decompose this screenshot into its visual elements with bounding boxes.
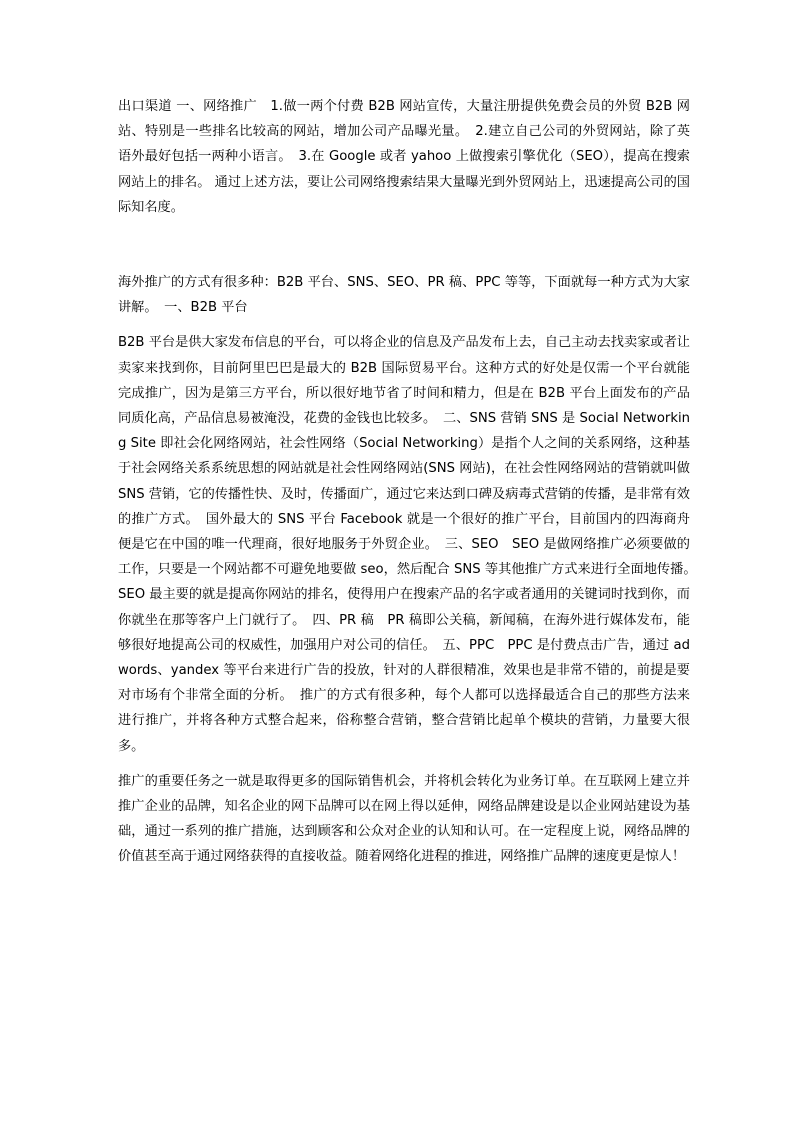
paragraph-export-channels: 出口渠道 一、网络推广 1.做一两个付费 B2B 网站宣传，大量注册提供免费会员的外贸 B2B 网站、特别是一些排名比较高的网站，增加公司产品曝光量。 2.建立自己公司的外贸网站，除了英语外最好包括一两种小语言。 3.在 Google 或者 yahoo 上做搜索引擎优化（SEO），提高在搜索网站上的排名。 通过上述方法，要让公司网络搜索结果大量曝光到外贸网站上，迅速提高公司的国际知名度。: [118, 99, 690, 215]
document-page: [118, 94, 704, 870]
paragraph-overseas-promotion-intro: 海外推广的方式有很多种：B2B 平台、SNS、SEO、PR 稿、PPC 等等，下面就每一种方式为大家讲解。 一、B2B 平台: [118, 275, 690, 316]
paragraph-brand-promotion: 推广的重要任务之一就是取得更多的国际销售机会，并将机会转化为业务订单。在互联网上建立并推广企业的品牌，知名企业的网下品牌可以在网上得以延伸，网络品牌建设是以企业网站建设为基础，通过一系列的推广措施，达到顾客和公众对企业的认知和认可。在一定程度上说，网络品牌的价值甚至高于通过网络获得的直接收益。随着网络化进程的推进，网络推广品牌的速度更是惊人！: [118, 773, 690, 865]
paragraph-promotion-methods: B2B 平台是供大家发布信息的平台，可以将企业的信息及产品发布上去，自己主动去找卖家或者让卖家来找到你，目前阿里巴巴是最大的 B2B 国际贸易平台。这种方式的好处是仅需一个平台就能完成推广，因为是第三方平台，所以很好地节省了时间和精力，但是在 B2B 平台上面发布的产品同质化高，产品信息易被淹没，花费的金钱也比较多。 二、SNS 营销 SNS 是 Social Networking Site 即社会化网络网站，社会性网络（Social Networking）是指个人之间的关系网络，这种基于社会网络关系系统思想的网站就是社会性网络网站(SNS 网站)，在社会性网络网站的营销就叫做 SNS 营销，它的传播性快、及时，传播面广，通过它来达到口碑及病毒式营销的传播，是非常有效的推广方式。 国外最大的 SNS 平台 Facebook 就是一个很好的推广平台，目前国内的四海商舟便是它在中国的唯一代理商，很好地服务于外贸企业。 三、SEO SEO 是做网络推广必须要做的工作，只要是一个网站都不可避免地要做 seo，然后配合 SNS 等其他推广方式来进行全面地传播。 SEO 最主要的就是提高你网站的排名，使得用户在搜索产品的名字或者通用的关键词时找到你，而你就坐在那等客户上门就行了。 四、PR 稿 PR 稿即公关稿，新闻稿，在海外进行媒体发布，能够很好地提高公司的权威性，加强用户对公司的信任。 五、PPC PPC 是付费点击广告，通过 adwords、yandex 等平台来进行广告的投放，针对的人群很精准，效果也是非常不错的，前提是要对市场有个非常全面的分析。 推广的方式有很多种，每个人都可以选择最适合自己的那些方法来进行推广，并将各种方式整合起来，俗称整合营销，整合营销比起单个模块的营销，力量要大很多。: [118, 335, 704, 754]
